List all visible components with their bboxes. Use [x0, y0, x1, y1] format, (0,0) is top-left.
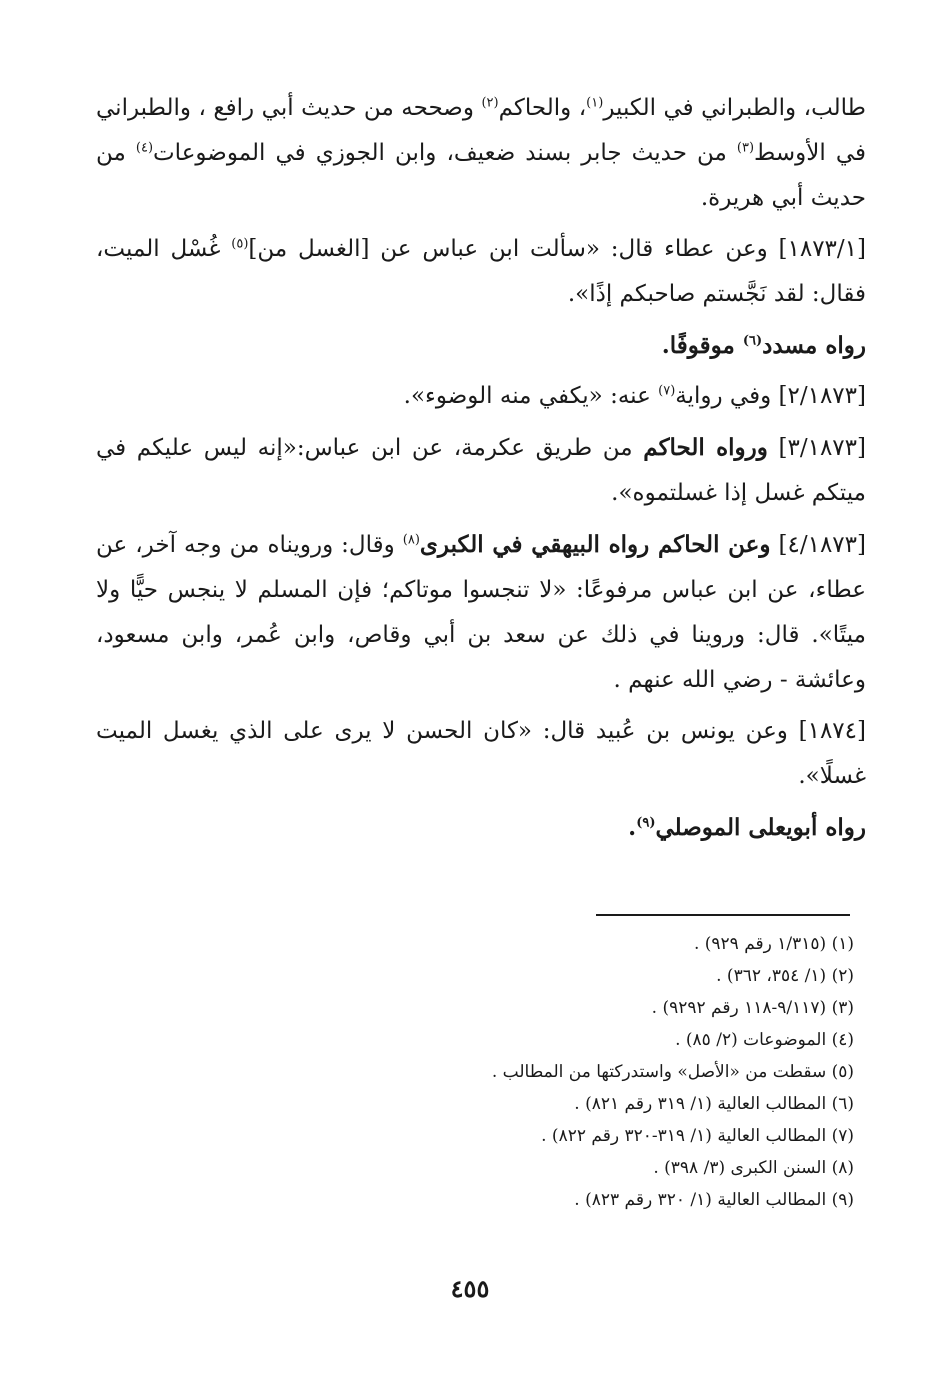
text-run: عنه: «يكفي منه الوضوء».: [403, 383, 659, 409]
text-run: [٤/١٨٧٣]: [770, 532, 866, 558]
text-run: طالب، والطبراني في الكبير: [603, 95, 866, 121]
text-run: رواه أبويعلى الموصلي: [655, 814, 866, 841]
text-run-bold: ورواه الحاكم: [643, 434, 768, 461]
narration-musaddad: [96, 323, 866, 368]
hadith-1874: [96, 709, 866, 799]
text-run: .: [628, 814, 637, 841]
footnote-ref: (٤): [135, 140, 154, 156]
footnote-ref: (٩): [636, 815, 656, 831]
text-run: [١٨٧٣/١] وعن عطاء قال: «سألت ابن عباس عن [الغسل من]: [248, 236, 866, 262]
footnote-item: (٧) المطالب العالية (١/ ٣١٩-٣٢٠ رقم ٨٢٢) .: [541, 1126, 854, 1146]
text-run: رواه مسدد: [762, 332, 866, 359]
page-number: ٤٥٥: [450, 1274, 490, 1303]
text-run: موقوفًا.: [661, 332, 743, 359]
text-run: ، والحاكم: [498, 95, 587, 121]
text-run: [٣/١٨٧٣]: [767, 435, 866, 461]
text-run: من حديث جابر بسند ضعيف، وابن الجوزي في الموضوعات: [153, 140, 737, 166]
paragraph-sources: [96, 86, 866, 221]
footnote-ref: (٨): [402, 532, 420, 548]
footnote-ref: (٥): [231, 236, 249, 252]
hadith-1873-3: [96, 425, 866, 516]
text-run: [٢/١٨٧٣] وفي رواية: [675, 383, 866, 409]
footnote-ref: (٦): [742, 333, 763, 349]
footnote-ref: (١): [586, 95, 604, 111]
text-run: [١٨٧٤] وعن يونس بن عُبيد قال: «كان الحسن لا يرى على الذي يغسل الميت غسلًا».: [96, 718, 866, 789]
hadith-1873-1: [96, 227, 866, 317]
footnote-item: (٥) سقطت من «الأصل» واستدركتها من المطالب .: [491, 1062, 854, 1082]
hadith-1873-4: [96, 522, 866, 703]
main-text: [96, 86, 866, 850]
footnote-item: (٢) (١/ ٣٥٤، ٣٦٢) .: [716, 966, 854, 986]
narration-abu-yala: [96, 805, 866, 850]
footnote-item: (٩) المطالب العالية (١/ ٣٢٠ رقم ٨٢٣) .: [574, 1190, 854, 1210]
footnote-ref: (٧): [658, 383, 676, 399]
footnote-ref: (٢): [481, 95, 499, 111]
text-run: غُسْل الميت، فقال: لقد نَجَّستم صاحبكم إذًا».: [96, 236, 866, 307]
text-run: وصححه من حديث أبي رافع ، والطبراني في الأوسط: [96, 95, 866, 166]
footnote-item: (٦) المطالب العالية (١/ ٣١٩ رقم ٨٢١) .: [574, 1094, 854, 1114]
footnotes: [200, 928, 854, 1216]
footnote-item: (١) (١/٣١٥ رقم ٩٢٩) .: [693, 934, 854, 954]
text-run: من طريق عكرمة، عن ابن عباس:«إنه ليس عليكم في ميتكم غسل إذا غسلتموه».: [96, 435, 866, 506]
text-run-bold: وعن الحاكم رواه البيهقي في الكبرى: [419, 531, 771, 558]
footnote-item: (٤) الموضوعات (٢/ ٨٥) .: [675, 1030, 854, 1050]
text-run: وقال: ورويناه من وجه آخر، عن عطاء، عن ابن عباس مرفوعًا: «لا تنجسوا موتاكم؛ فإن المسلم لا ينجس حيًّا ولا ميتًا». قال: وروينا في ذلك عن سعد بن أبي وقاص، وابن عُمر، وابن مسعود، وعائشة - رضي الله عنهم .: [96, 532, 866, 693]
text-run: من حديث أبي هريرة.: [96, 140, 866, 211]
footnote-separator: [596, 914, 850, 916]
footnote-item: (٣) (٩/١١٧-١١٨ رقم ٩٢٩٢) .: [651, 998, 854, 1018]
footnote-ref: (٣): [736, 140, 755, 156]
footnote-item: (٨) السنن الكبرى (٣/ ٣٩٨) .: [653, 1158, 854, 1178]
hadith-1873-2: [96, 374, 866, 419]
